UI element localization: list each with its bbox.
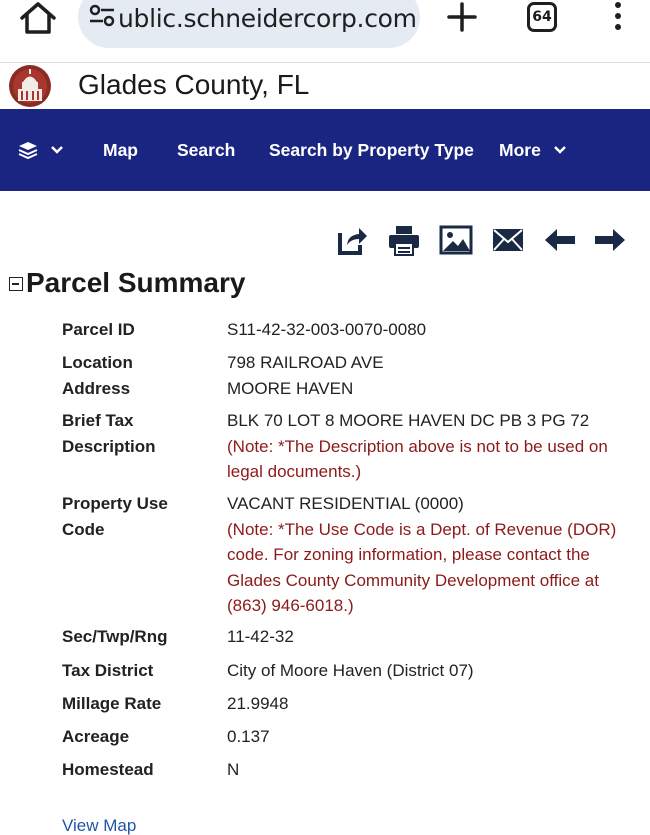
nav-search[interactable]: Search: [177, 139, 236, 160]
address-line-1: 798 RAILROAD AVE: [227, 353, 384, 372]
homestead-value: N: [227, 760, 240, 779]
email-icon[interactable]: [491, 223, 525, 257]
location-address-value: [227, 350, 627, 401]
homestead-label: Homestead: [62, 760, 154, 779]
brief-tax-value: [227, 408, 627, 485]
county-title: Glades County, FL: [78, 69, 310, 100]
tax-district-value: City of Moore Haven (District 07): [227, 661, 474, 680]
property-use-note: (Note: *The Use Code is a Dept. of Revenue (DOR) code. For zoning information, please contact the Glades County Community Development office at (863) 946-6018.): [227, 519, 617, 615]
address-bar[interactable]: [78, 0, 420, 48]
parcel-summary-header: [9, 264, 245, 302]
collapse-icon[interactable]: [9, 277, 23, 291]
millage-rate-label: Millage Rate: [62, 694, 162, 713]
browser-toolbar: [0, 0, 650, 62]
label-line: Property Use: [62, 494, 168, 513]
chevron-down-icon: [50, 145, 64, 155]
new-tab-icon[interactable]: [444, 0, 480, 34]
print-icon[interactable]: [387, 223, 421, 257]
parcel-id-value: S11-42-32-003-0070-0080: [227, 320, 427, 339]
view-map-link[interactable]: View Map: [62, 816, 137, 835]
layers-menu-button[interactable]: [18, 109, 64, 191]
label-line: Address: [62, 378, 131, 398]
share-icon[interactable]: [335, 223, 369, 257]
tax-district-label: Tax District: [62, 661, 154, 680]
site-header: [0, 62, 650, 109]
chevron-down-icon: [553, 145, 567, 155]
report-toolbar: [335, 223, 635, 259]
brief-tax-text: BLK 70 LOT 8 MOORE HAVEN DC PB 3 PG 72: [227, 411, 590, 430]
nav-map[interactable]: Map: [103, 139, 138, 160]
label-line: Description: [62, 436, 156, 456]
label-line: Location: [62, 353, 133, 372]
address-line-2: MOORE HAVEN: [227, 378, 354, 398]
property-use-text: VACANT RESIDENTIAL (0000): [227, 494, 464, 513]
sec-twp-rng-label: Sec/Twp/Rng: [62, 627, 168, 646]
label-line: Brief Tax: [62, 411, 134, 430]
arrow-left-icon[interactable]: [543, 223, 577, 257]
image-icon[interactable]: [439, 223, 473, 257]
home-icon[interactable]: [18, 0, 58, 36]
brief-tax-note: (Note: *The Description above is not to be used on legal documents.): [227, 436, 608, 481]
property-use-label: [62, 491, 222, 542]
location-address-label: [62, 350, 222, 401]
nav-search-by-property-type[interactable]: Search by Property Type: [269, 139, 474, 160]
nav-more-label: More: [499, 139, 541, 160]
parcel-id-label: Parcel ID: [62, 320, 135, 339]
millage-rate-value: 21.9948: [227, 694, 289, 713]
arrow-right-icon[interactable]: [593, 223, 627, 257]
acreage-label: Acreage: [62, 727, 130, 746]
section-title: Parcel Summary: [26, 267, 246, 298]
property-use-value: [227, 491, 627, 619]
county-seal-logo[interactable]: [3, 65, 57, 107]
nav-more[interactable]: [499, 109, 567, 191]
main-nav: [0, 109, 650, 191]
sec-twp-rng-value: 11-42-32: [227, 627, 294, 646]
label-line: Code: [62, 519, 105, 539]
brief-tax-label: [62, 408, 222, 459]
url-text[interactable]: ublic.schneidercorp.com: [118, 4, 417, 33]
more-options-icon[interactable]: [606, 0, 630, 34]
layers-icon: [18, 141, 38, 159]
site-settings-icon[interactable]: [88, 4, 116, 28]
tab-switcher-button[interactable]: 64: [527, 2, 557, 32]
acreage-value: 0.137: [227, 727, 270, 746]
